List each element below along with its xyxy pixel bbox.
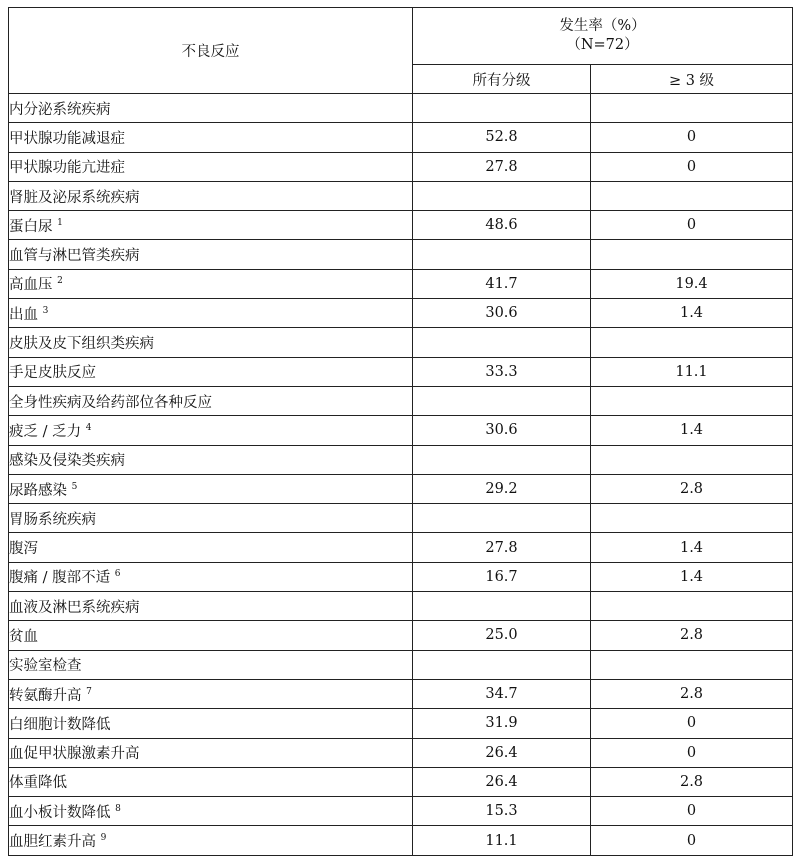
empty-cell [591, 592, 793, 621]
grade3-value: 19.4 [591, 269, 793, 298]
category-label: 全身性疾病及给药部位各种反应 [9, 386, 413, 415]
reaction-name: 甲状腺功能减退症 [9, 130, 125, 147]
empty-cell [591, 386, 793, 415]
footnote-marker: 9 [100, 833, 107, 844]
category-row [9, 181, 793, 210]
grade3-value: 11.1 [591, 357, 793, 386]
table-body [9, 94, 793, 856]
all-grades-value: 26.4 [413, 738, 591, 767]
empty-cell [413, 592, 591, 621]
category-row [9, 504, 793, 533]
empty-cell [591, 504, 793, 533]
category-row [9, 592, 793, 621]
all-grades-value: 41.7 [413, 269, 591, 298]
all-grades-value: 29.2 [413, 474, 591, 503]
reaction-row [9, 269, 793, 298]
reaction-row [9, 679, 793, 708]
reaction-name-cell [9, 269, 413, 298]
grade3-value: 0 [591, 738, 793, 767]
empty-cell [591, 94, 793, 123]
reaction-name-cell [9, 767, 413, 796]
all-grades-value: 52.8 [413, 123, 591, 152]
category-row [9, 328, 793, 357]
grade3-value: 1.4 [591, 562, 793, 591]
reaction-name: 出血 [9, 306, 38, 323]
reaction-name: 贫血 [9, 628, 38, 645]
all-grades-value: 11.1 [413, 826, 591, 855]
reaction-name: 血促甲状腺激素升高 [9, 746, 140, 763]
empty-cell [413, 94, 591, 123]
reaction-row [9, 738, 793, 767]
reaction-row [9, 416, 793, 445]
empty-cell [413, 181, 591, 210]
reaction-name: 体重降低 [9, 775, 67, 792]
category-row [9, 445, 793, 474]
reaction-name-cell [9, 299, 413, 328]
category-label: 感染及侵染类疾病 [9, 445, 413, 474]
reaction-name-cell [9, 211, 413, 240]
grade3-value: 2.8 [591, 679, 793, 708]
grade3-value: 0 [591, 709, 793, 738]
footnote-marker: 7 [86, 686, 92, 697]
all-grades-value: 31.9 [413, 709, 591, 738]
category-label: 内分泌系统疾病 [9, 94, 413, 123]
grade3-value: 0 [591, 211, 793, 240]
header-incidence-n: （N=72） [566, 37, 639, 53]
category-label: 血液及淋巴系统疾病 [9, 592, 413, 621]
footnote-marker: 4 [85, 422, 92, 433]
reaction-name: 手足皮肤反应 [9, 365, 96, 382]
reaction-name-cell [9, 474, 413, 503]
all-grades-value: 16.7 [413, 562, 591, 591]
empty-cell [591, 328, 793, 357]
reaction-name: 腹泻 [9, 541, 38, 558]
category-label: 胃肠系统疾病 [9, 504, 413, 533]
reaction-name: 腹痛 / 腹部不适 [9, 570, 111, 587]
reaction-name-cell [9, 533, 413, 562]
reaction-name: 尿路感染 [9, 482, 67, 499]
grade3-value: 1.4 [591, 533, 793, 562]
reaction-row [9, 299, 793, 328]
category-label: 实验室检查 [9, 650, 413, 679]
reaction-row [9, 357, 793, 386]
reaction-name-cell [9, 738, 413, 767]
footnote-marker: 3 [42, 305, 49, 316]
category-label: 皮肤及皮下组织类疾病 [9, 328, 413, 357]
reaction-name: 血小板计数降低 [9, 804, 111, 821]
grade3-value: 1.4 [591, 416, 793, 445]
empty-cell [413, 328, 591, 357]
reaction-row [9, 123, 793, 152]
all-grades-value: 30.6 [413, 416, 591, 445]
all-grades-value: 15.3 [413, 797, 591, 826]
category-row [9, 386, 793, 415]
all-grades-value: 48.6 [413, 211, 591, 240]
empty-cell [413, 504, 591, 533]
reaction-name-cell [9, 562, 413, 591]
empty-cell [591, 240, 793, 269]
grade3-value: 1.4 [591, 299, 793, 328]
empty-cell [591, 445, 793, 474]
header-incidence [413, 8, 793, 65]
category-row [9, 650, 793, 679]
reaction-row [9, 767, 793, 796]
reaction-name-cell [9, 123, 413, 152]
empty-cell [591, 181, 793, 210]
grade3-value: 2.8 [591, 767, 793, 796]
empty-cell [413, 445, 591, 474]
grade3-value: 2.8 [591, 621, 793, 650]
all-grades-value: 34.7 [413, 679, 591, 708]
grade3-value: 2.8 [591, 474, 793, 503]
reaction-name-cell [9, 709, 413, 738]
reaction-row [9, 152, 793, 181]
header-incidence-title: 发生率（%） [559, 18, 646, 34]
reaction-row [9, 533, 793, 562]
reaction-row [9, 826, 793, 855]
reaction-name: 白细胞计数降低 [9, 716, 111, 733]
grade3-value: 0 [591, 123, 793, 152]
grade3-value: 0 [591, 152, 793, 181]
reaction-name-cell [9, 679, 413, 708]
footnote-marker: 6 [114, 569, 121, 580]
reaction-name-cell [9, 797, 413, 826]
reaction-name-cell [9, 826, 413, 855]
reaction-row [9, 474, 793, 503]
footnote-marker: 1 [57, 217, 63, 228]
reaction-row [9, 797, 793, 826]
reaction-name-cell [9, 152, 413, 181]
all-grades-value: 25.0 [413, 621, 591, 650]
reaction-name: 高血压 [9, 277, 53, 294]
header-adverse-reaction: 不良反应 [9, 8, 413, 94]
all-grades-value: 27.8 [413, 533, 591, 562]
empty-cell [591, 650, 793, 679]
reaction-row [9, 709, 793, 738]
reaction-name: 甲状腺功能亢进症 [9, 160, 125, 177]
all-grades-value: 27.8 [413, 152, 591, 181]
all-grades-value: 30.6 [413, 299, 591, 328]
category-label: 肾脏及泌尿系统疾病 [9, 181, 413, 210]
reaction-name-cell [9, 357, 413, 386]
adverse-reactions-table [8, 7, 793, 856]
category-row [9, 240, 793, 269]
all-grades-value: 33.3 [413, 357, 591, 386]
reaction-row [9, 211, 793, 240]
grade3-value: 0 [591, 826, 793, 855]
reaction-name: 蛋白尿 [9, 218, 53, 235]
header-grade3: ≥ 3 级 [591, 65, 793, 94]
reaction-name-cell [9, 621, 413, 650]
category-label: 血管与淋巴管类疾病 [9, 240, 413, 269]
empty-cell [413, 240, 591, 269]
reaction-name: 疲乏 / 乏力 [9, 423, 82, 440]
reaction-name: 转氨酶升高 [9, 687, 82, 704]
empty-cell [413, 386, 591, 415]
reaction-name-cell [9, 416, 413, 445]
header-all-grades: 所有分级 [413, 65, 591, 94]
all-grades-value: 26.4 [413, 767, 591, 796]
reaction-row [9, 562, 793, 591]
footnote-marker: 8 [115, 803, 121, 814]
grade3-value: 0 [591, 797, 793, 826]
reaction-row [9, 621, 793, 650]
footnote-marker: 5 [71, 481, 78, 492]
empty-cell [413, 650, 591, 679]
reaction-name: 血胆红素升高 [9, 834, 96, 851]
category-row [9, 94, 793, 123]
footnote-marker: 2 [57, 276, 63, 287]
